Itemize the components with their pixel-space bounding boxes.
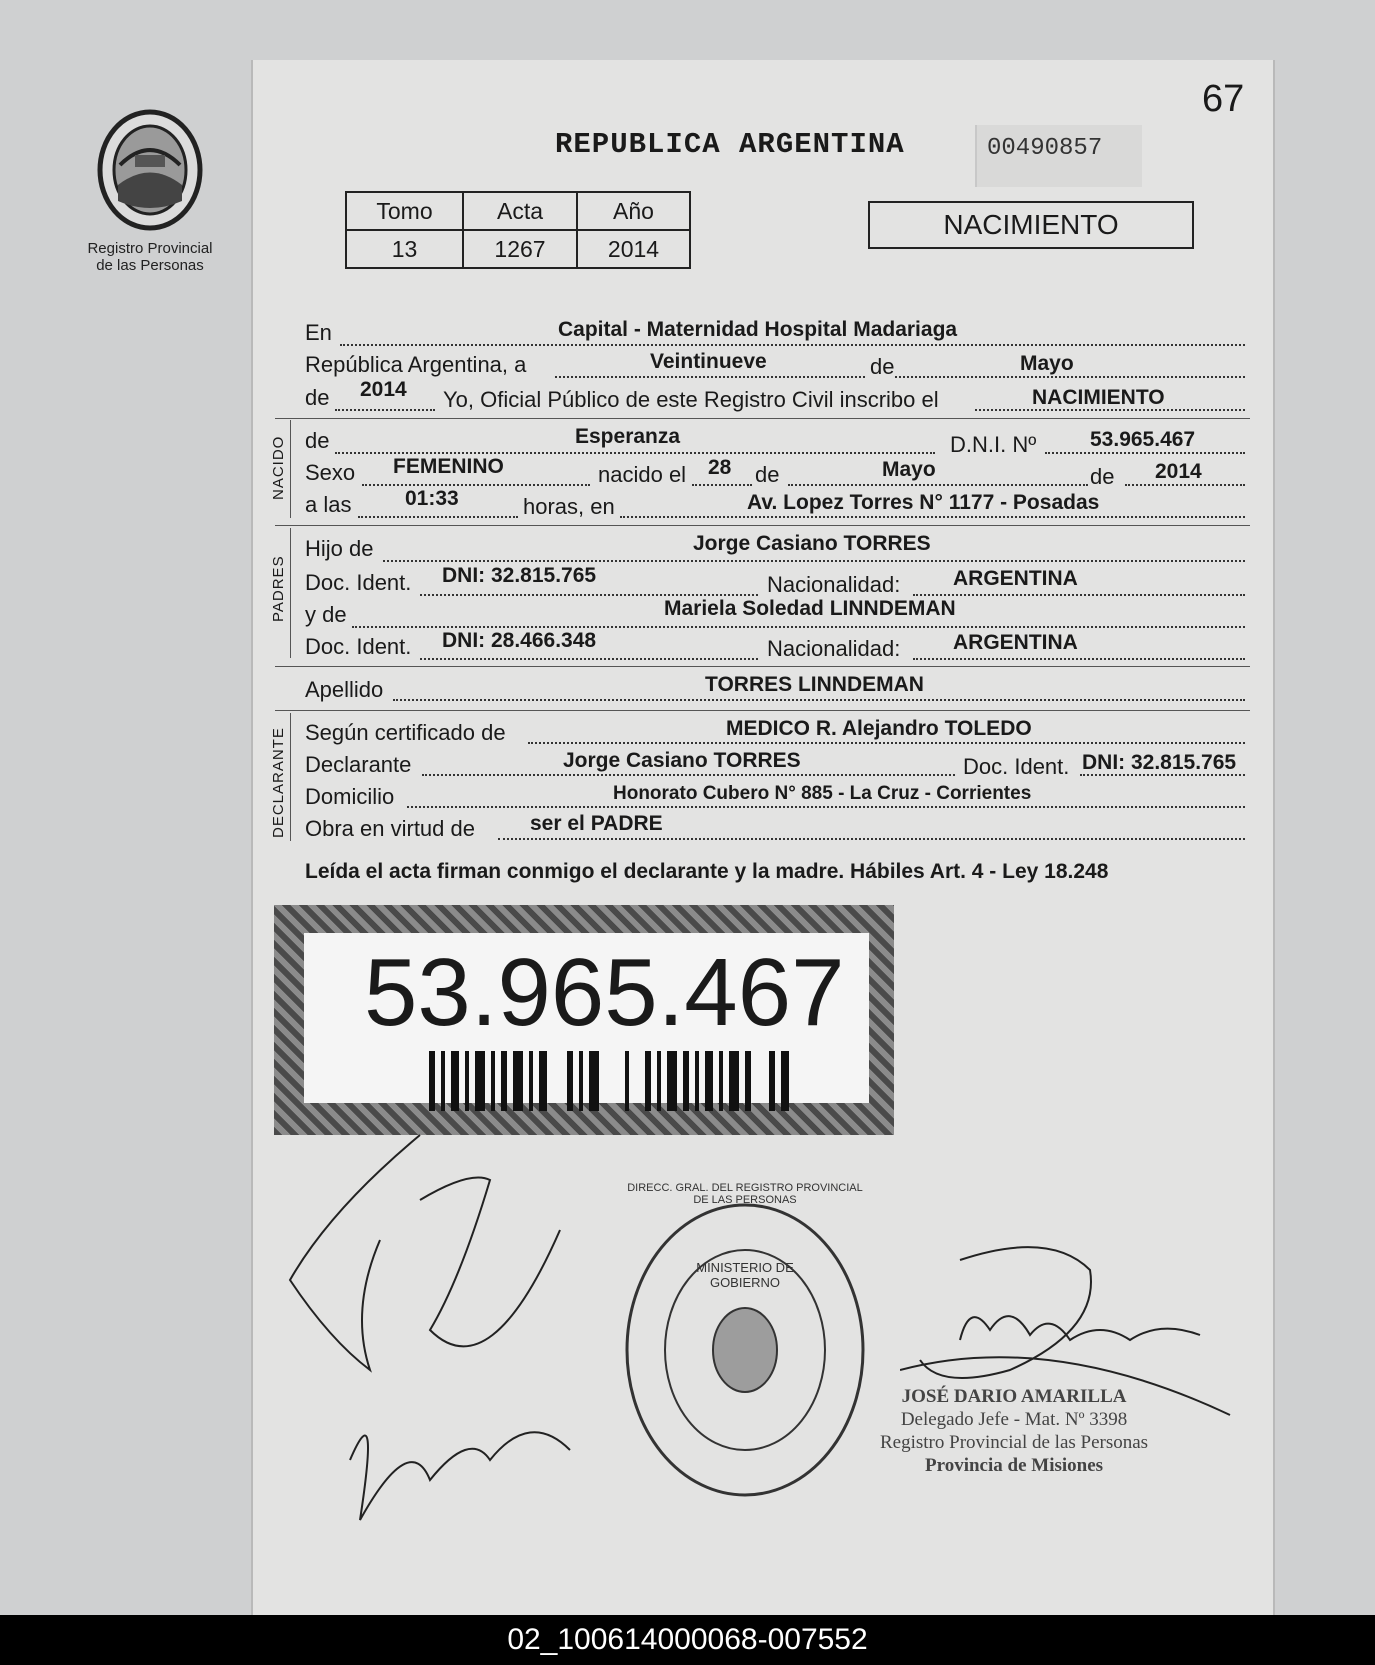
de-label-1: de	[870, 354, 895, 379]
yde-label: y de	[305, 602, 347, 627]
stamp-inner-text: MINISTERIO DE GOBIERNO	[696, 1260, 794, 1290]
registry-line-2: de las Personas	[96, 257, 204, 274]
cert-value: MEDICO R. Alejandro TOLEDO	[726, 717, 1032, 740]
father-name: Jorge Casiano TORRES	[693, 532, 931, 555]
father-nationality: ARGENTINA	[953, 567, 1078, 590]
doc-label-1: Doc. Ident.	[305, 570, 412, 595]
decl-doc: DNI: 32.815.765	[1082, 751, 1237, 774]
decl-value: Jorge Casiano TORRES	[563, 749, 801, 772]
birth-time: 01:33	[405, 487, 459, 510]
cert-label: Según certificado de	[305, 720, 506, 745]
signature-declarante	[270, 1130, 600, 1530]
nacido-section-label: NACIDO	[270, 435, 287, 500]
page-number: 67	[1202, 78, 1245, 120]
mother-nationality: ARGENTINA	[953, 631, 1078, 654]
declarante-section-label: DECLARANTE	[270, 727, 287, 838]
apellido-label: Apellido	[305, 677, 384, 702]
separator	[275, 418, 1250, 419]
document-title: REPUBLICA ARGENTINA	[555, 128, 905, 161]
birth-place: Av. Lopez Torres N° 1177 - Posadas	[747, 491, 1100, 514]
sexo-value: FEMENINO	[393, 455, 504, 478]
year-value: 2014	[360, 378, 407, 401]
child-name: Esperanza	[575, 425, 681, 448]
separator	[275, 710, 1250, 711]
alas-label: a las	[305, 492, 352, 517]
mother-doc: DNI: 28.466.348	[442, 629, 597, 652]
tomo-acta-table	[345, 191, 691, 269]
nacido-de-label: de	[305, 428, 330, 453]
provincial-seal	[80, 105, 220, 274]
dni-sticker	[274, 905, 894, 1135]
anio-label: Año	[577, 192, 690, 230]
officer-name: JOSÉ DARIO AMARILLA	[901, 1386, 1127, 1407]
officer-block	[880, 1385, 1148, 1477]
inscribe-label: Yo, Oficial Público de este Registro Civil inscribo el	[443, 387, 939, 412]
nac-label-1: Nacionalidad:	[767, 572, 901, 597]
separator	[275, 525, 1250, 526]
de-label-2: de	[305, 385, 330, 410]
acta-value: 1267	[463, 230, 577, 268]
nacido-el-label: nacido el	[598, 462, 687, 487]
de-label-3: de	[755, 462, 780, 487]
barcode	[429, 1051, 799, 1111]
de-label-4: de	[1090, 464, 1115, 489]
nacido-bar	[290, 420, 291, 518]
dom-value: Honorato Cubero N° 885 - La Cruz - Corrientes	[613, 783, 1032, 804]
birth-year: 2014	[1155, 460, 1202, 483]
stamp-ring-text: DIRECC. GRAL. DEL REGISTRO PROVINCIAL DE LAS PERSONAS	[627, 1182, 863, 1206]
obra-value: ser el PADRE	[530, 812, 663, 835]
tomo-value: 13	[346, 230, 463, 268]
decl-label: Declarante	[305, 752, 412, 777]
hijo-label: Hijo de	[305, 536, 374, 561]
padres-bar	[290, 528, 291, 658]
mother-name: Mariela Soledad LINNDEMAN	[664, 597, 956, 620]
closing-statement: Leída el acta firman conmigo el declarante y la madre. Hábiles Art. 4 - Ley 18.248	[305, 860, 1109, 883]
registry-line-1: Registro Provincial	[87, 240, 213, 257]
officer-role: Delegado Jefe - Mat. Nº 3398	[900, 1409, 1128, 1430]
nac-label-2: Nacionalidad:	[767, 636, 901, 661]
sexo-label: Sexo	[305, 460, 356, 485]
padres-section-label: PADRES	[270, 555, 287, 622]
rep-label: República Argentina, a	[305, 352, 527, 377]
declarante-bar	[290, 713, 291, 841]
doc-label-2: Doc. Ident.	[305, 634, 412, 659]
birth-day: 28	[708, 456, 732, 479]
officer-org: Registro Provincial de las Personas	[880, 1432, 1149, 1453]
month-value: Mayo	[1020, 352, 1074, 375]
dni-label: D.N.I. Nº	[950, 432, 1037, 457]
acta-label: Acta	[463, 192, 577, 230]
separator	[275, 666, 1250, 667]
bmonth-dotline	[788, 460, 1088, 490]
tomo-label: Tomo	[346, 192, 463, 230]
en-label: En	[305, 320, 332, 345]
apellido-value: TORRES LINNDEMAN	[705, 673, 924, 696]
day-words: Veintinueve	[650, 350, 767, 373]
obra-label: Obra en virtud de	[305, 816, 475, 841]
inscribe-value: NACIMIENTO	[1032, 386, 1165, 409]
officer-province: Provincia de Misiones	[925, 1455, 1104, 1476]
father-doc: DNI: 32.815.765	[442, 564, 597, 587]
registry-name	[80, 240, 220, 274]
misiones-coat-of-arms-icon	[90, 105, 210, 235]
dom-label: Domicilio	[305, 784, 395, 809]
official-stamp	[620, 1200, 870, 1500]
en-value: Capital - Maternidad Hospital Madariaga	[558, 318, 958, 341]
birth-month: Mayo	[882, 458, 936, 481]
decl-doc-label: Doc. Ident.	[963, 754, 1070, 779]
child-dni: 53.965.467	[1090, 428, 1196, 451]
serial-number: 00490857	[975, 125, 1142, 187]
act-type-box: NACIMIENTO	[868, 201, 1194, 249]
anio-value: 2014	[577, 230, 690, 268]
scan-footer: 02_100614000068-007552	[0, 1615, 1375, 1665]
horas-label: horas, en	[523, 494, 615, 519]
dni-sticker-inner	[304, 933, 869, 1103]
dni-sticker-number: 53.965.467	[364, 939, 845, 1046]
